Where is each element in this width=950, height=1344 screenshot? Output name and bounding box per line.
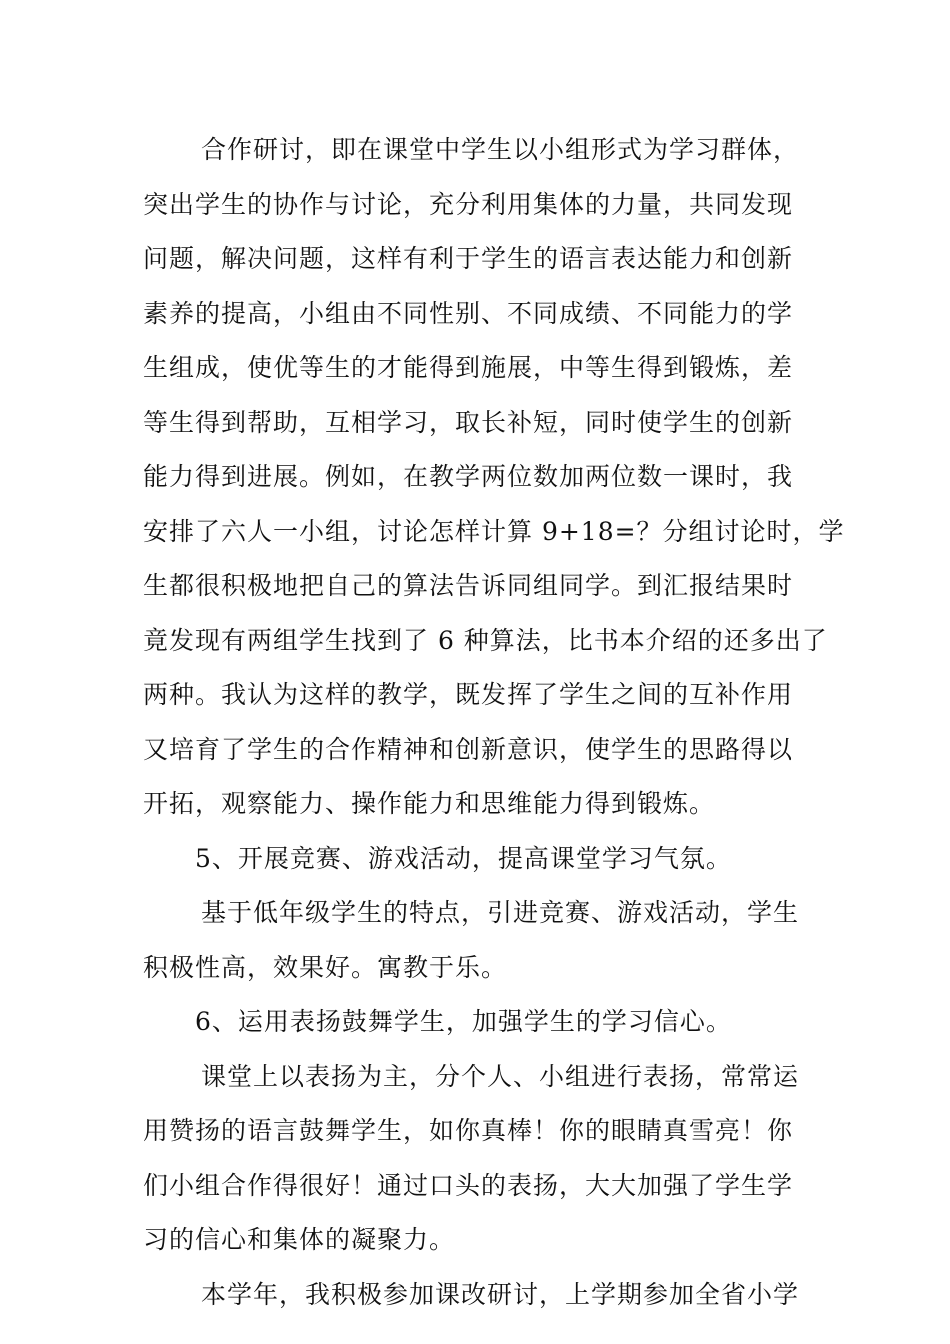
paragraph-line: 本学年，我积极参加课改研讨，上学期参加全省小学	[201, 1279, 800, 1309]
paragraph-line: 又培育了学生的合作精神和创新意识，使学生的思路得以	[143, 734, 794, 764]
paragraph-line: 们小组合作得很好！通过口头的表扬，大大加强了学生学	[143, 1170, 794, 1200]
paragraph-line: 生都很积极地把自己的算法告诉同组同学。到汇报结果时	[143, 571, 794, 600]
paragraph-line: 两种。我认为这样的教学，既发挥了学生之间的互补作用	[143, 680, 794, 709]
paragraph-line: 问题，解决问题，这样有利于学生的语言表达能力和创新	[143, 244, 794, 273]
section-heading: 5、开展竞赛、游戏活动，提高课堂学习气氛。	[195, 843, 732, 873]
paragraph-line: 生组成，使优等生的才能得到施展，中等生得到锻炼，差	[143, 353, 794, 382]
paragraph-line: 用赞扬的语言鼓舞学生，如你真棒！你的眼睛真雪亮！你	[143, 1116, 794, 1145]
document-body	[143, 123, 845, 1322]
paragraph-line: 积极性高，效果好。寓教于乐。	[143, 952, 508, 982]
paragraph-line: 素养的提高，小组由不同性别、不同成绩、不同能力的学	[143, 298, 794, 328]
paragraph-line: 课堂上以表扬为主，分个人、小组进行表扬，常常运	[201, 1061, 800, 1091]
paragraph-line: 等生得到帮助，互相学习，取长补短，同时使学生的创新	[143, 407, 794, 437]
section-heading: 6、运用表扬鼓舞学生，加强学生的学习信心。	[195, 1007, 732, 1036]
paragraph-line: 竟发现有两组学生找到了 6 种算法，比书本介绍的还多出了	[143, 625, 828, 655]
paragraph-line: 合作研讨，即在课堂中学生以小组形式为学习群体，	[201, 135, 800, 164]
paragraph-line: 习的信心和集体的凝聚力。	[143, 1225, 456, 1254]
paragraph-line: 能力得到进展。例如，在教学两位数加两位数一课时，我	[143, 462, 794, 491]
paragraph-line: 安排了六人一小组，讨论怎样计算 9+18=？分组讨论时，学	[143, 516, 845, 546]
paragraph-line: 突出学生的协作与讨论，充分利用集体的力量，共同发现	[143, 189, 794, 219]
paragraph-line: 基于低年级学生的特点，引进竞赛、游戏活动，学生	[201, 898, 800, 927]
paragraph-line: 开拓，观察能力、操作能力和思维能力得到锻炼。	[143, 789, 716, 818]
